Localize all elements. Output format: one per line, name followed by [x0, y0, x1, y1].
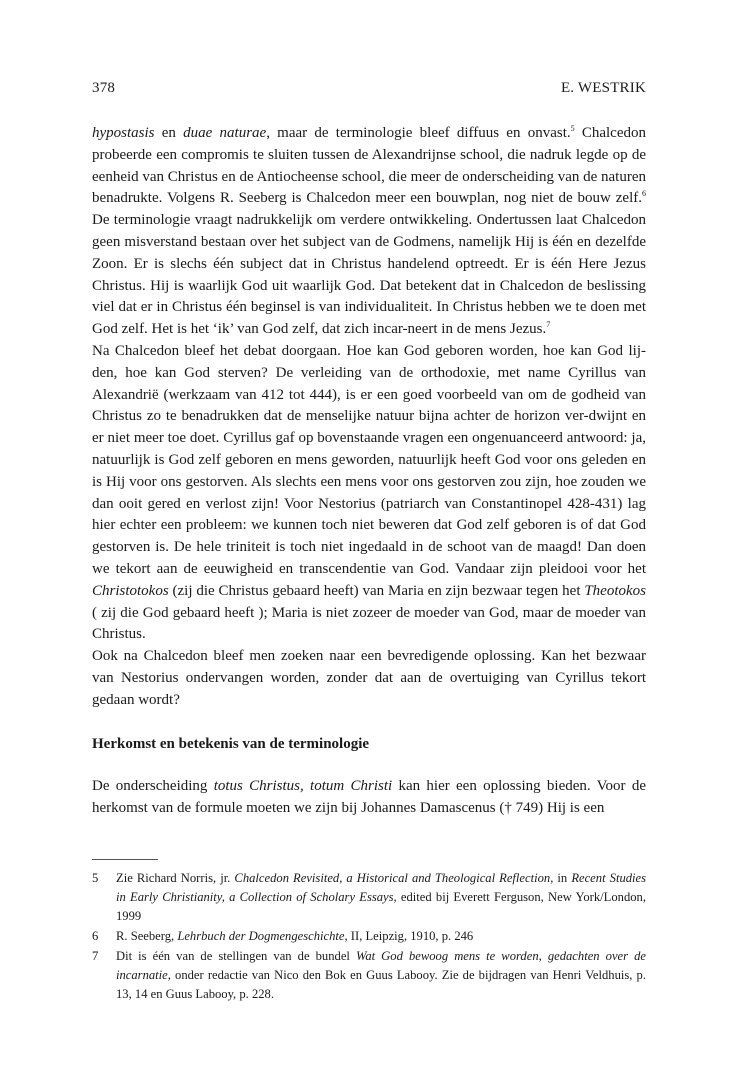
section-text — [92, 776, 646, 820]
main-text — [92, 123, 646, 712]
footnote-ref-7[interactable]: 7 — [546, 320, 551, 330]
italic-term: Theotokos — [584, 582, 646, 599]
paragraph-2: Na Chalcedon bleef het debat doorgaan. Hoe kan God geboren worden, hoe kan God lij-den, hoe kan God sterven? De verleiding van de orthodoxie, met name Cyrillus van Alexandrië (werkzaam van 412 tot 444), is er een goed voorbeeld van om de godheid van Christus zo te benadrukken dat de menselijke natuur bijna achter de horizon ver-dwijnt en er niet meer toe doet. Cyrillus gaf op bovenstaande vragen een ongenuanceerd antwoord: ja, natuurlijk is God zelf geboren en mens geworden, natuurlijk heeft God voor ons geleden en is Hij voor ons gestorven. Als slechts een mens voor ons gestorven zou zijn, hoe zouden we dan ooit gered en verlost zijn! Voor Nestorius (patriarch van Constantinopel 428-431) lag hier echter een probleem: we kunnen toch niet beweren dat God zelf geboren is of dat God gestorven is. De hele triniteit is toch niet ingedaald in de schoot van de maagd! Dan doen we tekort aan de eeuwigheid en transcendentie van God. Vandaar zijn pleidooi voor het Christotokos (zij die Christus gebaard heeft) van Maria en zijn bezwaar tegen het Theotokos ( zij die God gebaard heeft ); Maria is niet zozeer de moeder van God, maar de moeder van Christus. — [92, 342, 646, 643]
italic-term: hypostasis — [92, 125, 155, 141]
paragraph-3: Ook na Chalcedon bleef men zoeken naar een bevredigende oplossing. Kan het bezwaar van Nestorius ondervangen worden, zonder dat aan de overtuiging van Cyrillus tekort gedaan wordt? — [92, 648, 646, 708]
footnotes — [92, 869, 646, 1005]
footnote-6 — [92, 927, 646, 946]
paragraph-4: De onderscheiding totus Christus, totum Christi kan hier een oplossing bieden. Voor de herkomst van de formule moeten we zijn bij Johannes Damascenus († 749) Hij is een — [92, 778, 646, 816]
italic-term: duae naturae — [183, 125, 267, 141]
footnote-ref-5[interactable]: 5 — [570, 124, 575, 133]
footnote-number: 5 — [92, 871, 99, 885]
footnote-divider — [92, 859, 158, 860]
footnote-number: 6 — [92, 929, 99, 943]
italic-term: totus Christus, totum Christi — [213, 778, 393, 794]
section-heading: Herkomst en betekenis van de terminologie — [92, 736, 370, 752]
paragraph-1: hypostasis en duae naturae, maar de terminologie bleef diffuus en onvast.$^5$ Chalcedon probeerde een compromis te sluiten tussen de Alexandrijnse school, die nadruk legde op de eenheid van Christus en de Antiocheense school, die meer de onderscheiding van de naturen benadrukte. Volgens R. Seeberg is Chalcedon meer een bouwplan, nog niet de bouw zelf.$^6$ De terminologie vraagt nadrukkelijk om verdere ontwikkeling. Ondertussen laat Chalcedon geen misverstand bestaan over het subject van de Godmens, namelijk Hij is één en dezelfde Zoon. Er is slechs één subject dat in Christus handelend optreedt. Er is één Here Jezus Christus. Hij is waarlijk God uit waarlijk God. Dat betekent dat in Chalcedon de beslissing viel dat er in Christus één beginsel is van individualiteit. In Christus hebben we te doen met God zelf. Het is het ‘ik’ van God zelf, dat zich incar-neert in de mens Jezus.$^7$ — [92, 124, 646, 338]
footnote-number: 7 — [92, 949, 99, 963]
running-header — [92, 80, 646, 100]
italic-term: Christotokos — [92, 582, 169, 599]
footnote-text: R. Seeberg, Lehrbuch der Dogmengeschichte, II, Leipzig, 1910, p. 246 — [116, 929, 474, 943]
footnote-text: Dit is één van de stellingen van de bundel Wat God bewoog mens te worden, gedachten over de incarnatie, onder redactie van Nico den Bok en Guus Labooy. Zie de bijdragen van Henri Veldhuis, p. 13, 14 en Guus Labooy, p. 228. — [116, 949, 646, 1001]
running-title: E. WESTRIK — [560, 80, 646, 96]
page-number: 378 — [92, 80, 116, 96]
footnote-7 — [92, 947, 646, 1004]
footnote-5 — [92, 869, 646, 926]
footnote-text: Zie Richard Norris, jr. Chalcedon Revisited, a Historical and Theological Reflection, in Recent Studies in Early Christianity, a Collection of Scholary Essays, edited bij Everett Ferguson, New York/London, 1999 — [116, 871, 647, 923]
footnote-ref-6[interactable]: 6 — [642, 189, 646, 199]
